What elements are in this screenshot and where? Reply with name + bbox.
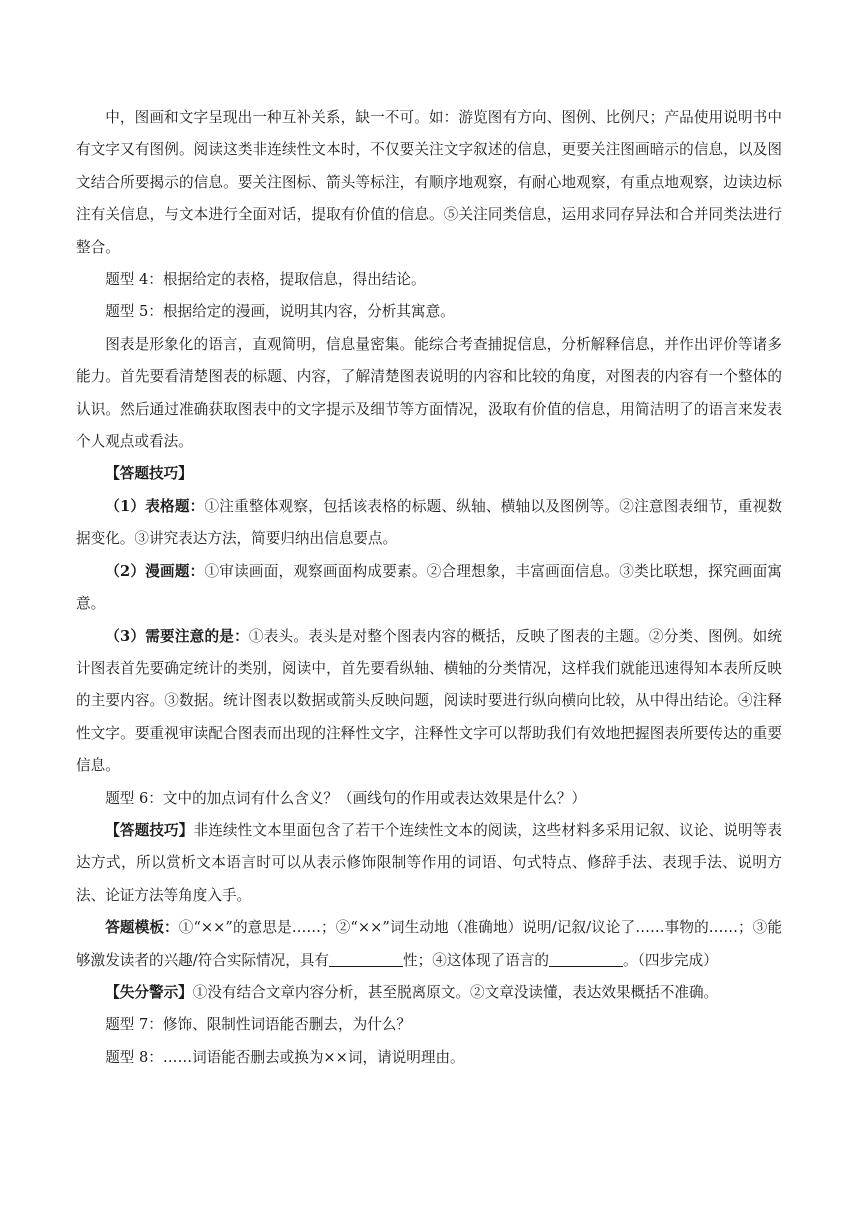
paragraph-answer-tips-language: 【答题技巧】非连续性文本里面包含了若干个连续性文本的阅读，这些材料多采用记叙、议论、说明等表达方式，所以赏析文本语言时可以从表示修饰限制等作用的词语、句式特点、修辞手法、表现手法、说明方法、论证方法等角度入手。 <box>76 821 782 904</box>
document-body <box>76 102 782 1074</box>
paragraph-question-type-5: 题型 5：根据给定的漫画，说明其内容，分析其寓意。 <box>105 303 455 321</box>
paragraph-attention-points: （3）需要注意的是：①表头。表头是对整个图表内容的概括，反映了图表的主题。②分类、图例。如统计图表首先要确定统计的类别，阅读中，首先要看纵轴、横轴的分类情况，这样我们就能迅速得知本表所反映的主要内容。③数据。统计图表以数据或箭头反映问题，阅读时要进行纵向横向比较，从中得出结论。④注释性文字。要重视审读配合图表而出现的注释性文字，注释性文字可以帮助我们有效地把握图表所要传达的重要信息。 <box>76 627 783 775</box>
label-loss-warning: 【失分警示】 <box>105 983 193 1001</box>
label-cartoon-question: （2）漫画题： <box>105 562 205 580</box>
paragraph-cartoon-question: （2）漫画题：①审读画面，观察画面构成要素。②合理想象，丰富画面信息。③类比联想，探究画面寓意。 <box>76 562 782 613</box>
label-answer-template: 答题模板： <box>105 919 179 937</box>
paragraph-loss-warning: 【失分警示】①没有结合文章内容分析，甚至脱离原文。②文章没读懂，表达效果概括不准确。 <box>105 983 719 1001</box>
label-attention-points: （3）需要注意的是： <box>105 627 249 645</box>
paragraph-question-type-8: 题型 8：……词语能否删去或换为××词，请说明理由。 <box>105 1048 465 1066</box>
heading-answer-tips: 【答题技巧】 <box>105 465 193 483</box>
paragraph-answer-template: 答题模板：①“××”的意思是……；②“××”词生动地（准确地）说明/记叙/议论了……事物的……；③能够激发读者的兴趣/符合实际情况，具有 性；④这体现了语言的 。（四步完成） <box>76 919 782 969</box>
fill-in-blank <box>549 951 623 967</box>
fill-in-blank <box>329 951 403 967</box>
paragraph-question-type-6: 题型 6：文中的加点词有什么含义？（画线句的作用或表达效果是什么？） <box>105 789 587 807</box>
paragraph-question-type-7: 题型 7：修饰、限制性词语能否删去，为什么？ <box>105 1016 411 1034</box>
paragraph-question-type-4: 题型 4：根据给定的表格，提取信息，得出结论。 <box>105 271 426 289</box>
paragraph-graphic-text-relation: 中，图画和文字呈现出一种互补关系，缺一不可。如：游览图有方向、图例、比例尺；产品使用说明书中有文字又有图例。阅读这类非连续性文本时，不仅要关注文字叙述的信息，更要关注图画暗示的信息，以及图文结合所要揭示的信息。要关注图标、箭头等标注，有顺序地观察，有耐心地观察，有重点地观察，边读边标注有关信息，与文本进行全面对话，提取有价值的信息。⑤关注同类信息，运用求同存异法和合并同类法进行整合。 <box>76 109 782 256</box>
paragraph-chart-intro: 图表是形象化的语言，直观简明，信息量密集。能综合考查捕捉信息，分析解释信息，并作出评价等诸多能力。首先要看清楚图表的标题、内容，了解清楚图表说明的内容和比较的角度，对图表的内容有一个整体的认识。然后通过准确获取图表中的文字提示及细节等方面情况，汲取有价值的信息，用简洁明了的语言来发表个人观点或看法。 <box>76 335 782 451</box>
label-answer-tips: 【答题技巧】 <box>105 821 194 839</box>
paragraph-table-question: （1）表格题：①注重整体观察，包括该表格的标题、纵轴、横轴以及图例等。②注意图表细节，重视数据变化。③讲究表达方法，简要归纳出信息要点。 <box>76 497 782 548</box>
label-table-question: （1）表格题： <box>105 497 205 515</box>
